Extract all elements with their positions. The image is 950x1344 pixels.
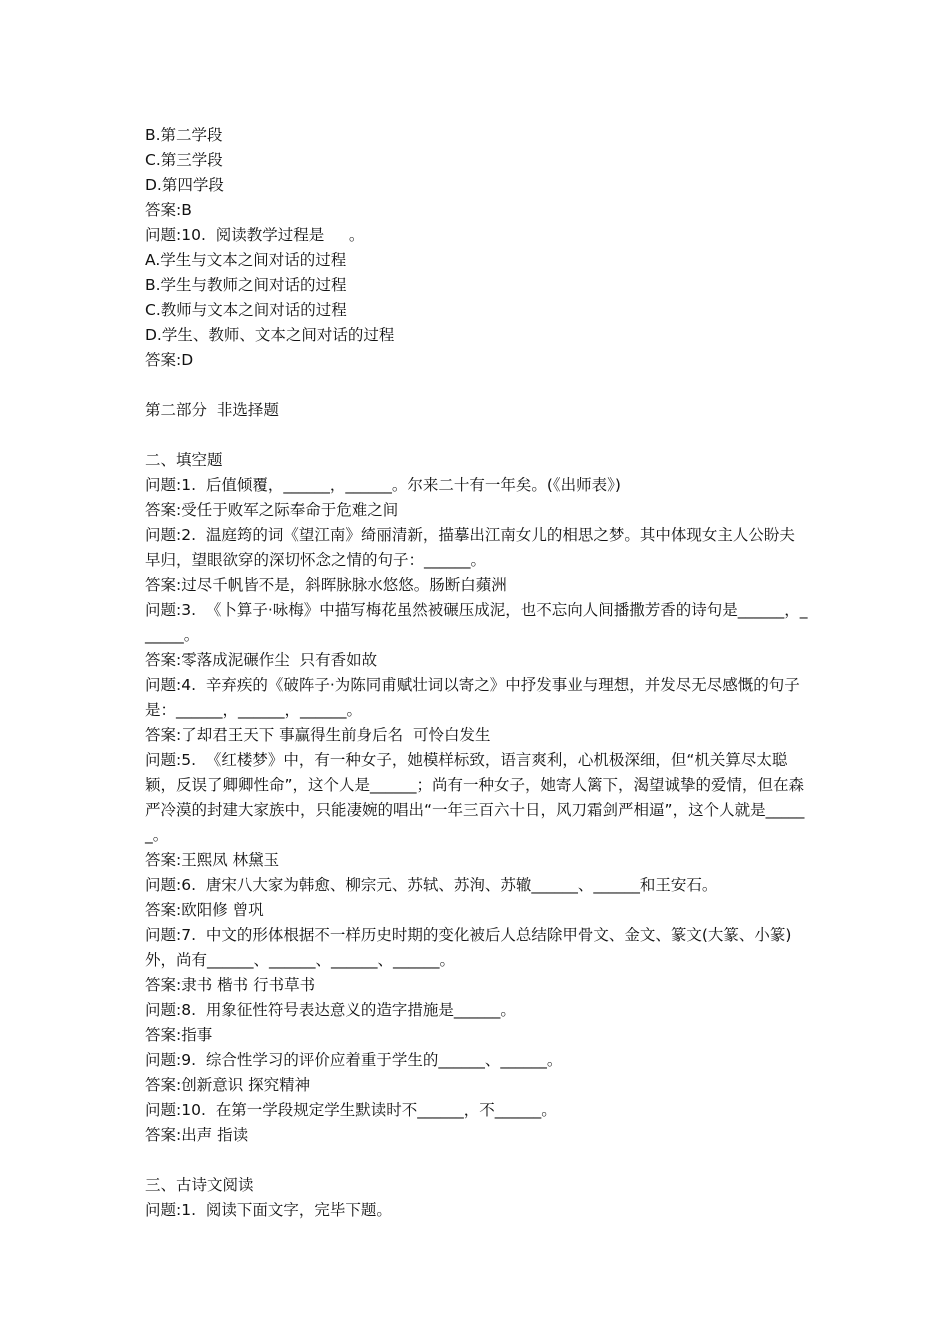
- section3-question-1: 问题:1. 阅读下面文字，完毕下题。: [145, 1201, 392, 1219]
- question-2: 问题:2. 温庭筠的词《望江南》绮丽清新，描摹出江南女儿的相思之梦。其中体现女主人公盼夫早归，望眼欲穿的深切怀念之情的句子：______。: [145, 526, 795, 569]
- option-b: B.第二学段: [145, 126, 223, 144]
- option-c: C.第三学段: [145, 151, 223, 169]
- option-a: A.学生与文本之间对话的过程: [145, 251, 347, 269]
- spacer: [145, 423, 810, 448]
- spacer: [145, 1148, 810, 1173]
- answer-3: 答案:零落成泥碾作尘 只有香如故: [145, 651, 378, 669]
- section3-heading: 三、古诗文阅读: [145, 1176, 254, 1194]
- document-body: [145, 123, 810, 1223]
- answer-10: 答案:出声 指读: [145, 1126, 249, 1144]
- answer-2: 答案:过尽千帆皆不是，斜晖脉脉水悠悠。肠断白蘋洲: [145, 576, 507, 594]
- question-10: 问题:10. 阅读教学过程是 。: [145, 226, 365, 244]
- option-b: B.学生与教师之间对话的过程: [145, 276, 347, 294]
- question-4: 问题:4. 辛弃疾的《破阵子·为陈同甫赋壮词以寄之》中抒发事业与理想，并发尽无尽感慨的句子是：______，______，______。: [145, 676, 800, 719]
- answer-6: 答案:欧阳修 曾巩: [145, 901, 264, 919]
- answer-7: 答案:隶书 楷书 行书草书: [145, 976, 316, 994]
- option-d: D.学生、教师、文本之间对话的过程: [145, 326, 395, 344]
- part2-heading: 第二部分 非选择题: [145, 401, 279, 419]
- question-8: 问题:8. 用象征性符号表达意义的造字措施是______。: [145, 1001, 516, 1019]
- spacer: [145, 373, 810, 398]
- answer: 答案:D: [145, 351, 194, 369]
- answer-4: 答案:了却君王天下 事赢得生前身后名 可怜白发生: [145, 726, 491, 744]
- question-6: 问题:6. 唐宋八大家为韩愈、柳宗元、苏轼、苏洵、苏辙______、______和王安石。: [145, 876, 718, 894]
- question-10: 问题:10. 在第一学段规定学生默读时不______，不______。: [145, 1101, 557, 1119]
- answer: 答案:B: [145, 201, 192, 219]
- fill-blank-section: [145, 473, 810, 1148]
- question-1: 问题:1. 后值倾覆，______，______。尔来二十有一年矣。(《出师表》): [145, 476, 621, 494]
- question-5: 问题:5. 《红楼梦》中，有一种女子，她模样标致，语言爽利，心机极深细，但“机关算尽太聪颖，反误了卿卿性命”，这个人是______；尚有一种女子，她寄人篱下，渴望诚挚的爱情，但在森严冷漠的封建大家族中，只能凄婉的唱出“一年三百六十日，风刀霜剑严相逼”，这个人就是______。: [145, 751, 805, 844]
- question-3: 问题:3. 《卜算子·咏梅》中描写梅花虽然被碾压成泥，也不忘向人间播撒芳香的诗句是______，______。: [145, 601, 808, 644]
- section2-heading: 二、填空题: [145, 451, 223, 469]
- answer-5: 答案:王熙凤 林黛玉: [145, 851, 280, 869]
- option-d: D.第四学段: [145, 176, 224, 194]
- question-9: 问题:9. 综合性学习的评价应着重于学生的______、______。: [145, 1051, 563, 1069]
- answer-8: 答案:指事: [145, 1026, 213, 1044]
- answer-9: 答案:创新意识 探究精神: [145, 1076, 311, 1094]
- option-c: C.教师与文本之间对话的过程: [145, 301, 347, 319]
- question-7: 问题:7. 中文的形体根据不一样历史时期的变化被后人总结除甲骨文、金文、篆文(大篆、小篆)外，尚有______、______、______、______。: [145, 926, 792, 969]
- part1-tail: [145, 123, 810, 373]
- answer-1: 答案:受任于败军之际奉命于危难之间: [145, 501, 399, 519]
